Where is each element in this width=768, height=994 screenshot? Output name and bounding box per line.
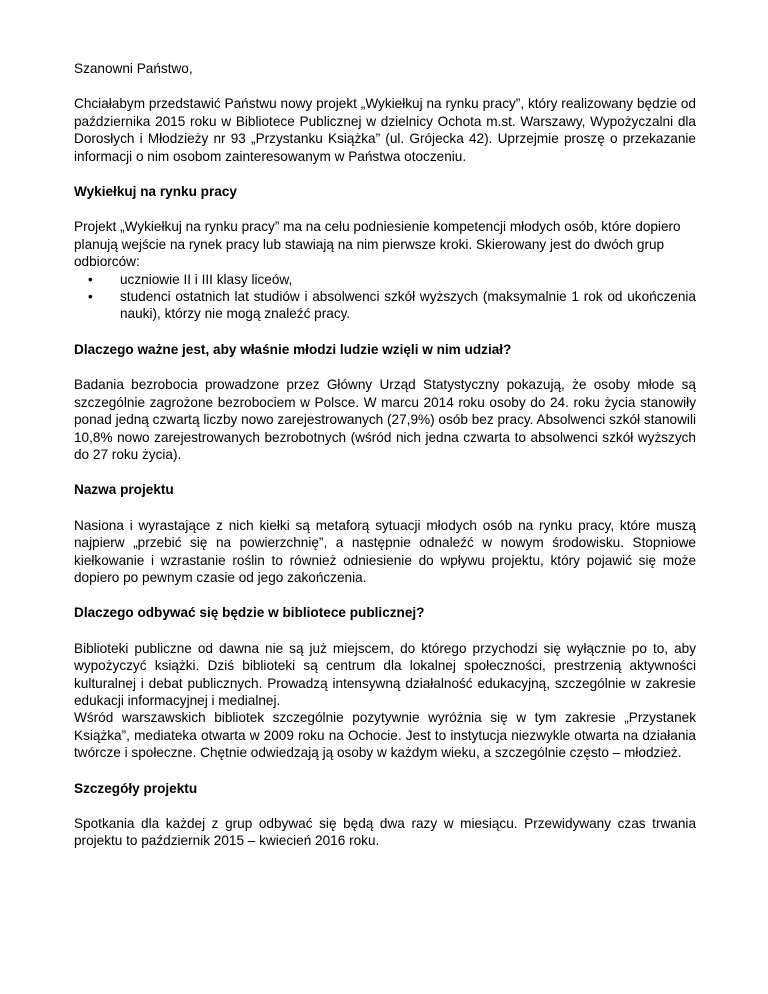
section-heading-project-name: Nazwa projektu — [74, 482, 174, 498]
document-page — [74, 60, 696, 868]
project-description: Projekt „Wykiełkuj na rynku pracy” ma na celu podniesienie kompetencji młodych osób, które dopiero planują wejście na rynek pracy lub stawiają na nim pierwsze kroki. Skierowany jest do dwóch grup odbiorców: — [74, 219, 681, 270]
salutation: Szanowni Państwo, — [74, 61, 193, 76]
why-library-paragraph-2: Wśród warszawskich bibliotek szczególnie pozytywnie wyróżnia się w tym zakresie „Przystanek Książka”, mediateka otwarta w 2009 roku na Ochocie. Jest to instytucja niezwykle otwarta na działania twórcze i społeczne. Chętnie odwiedzają ją osoby w każdym wieku, a szczególnie często – młodzież. — [74, 710, 696, 761]
list-item-text: studenci ostatnich lat studiów i absolwenci szkół wyższych (maksymalnie 1 rok od ukończenia nauki), którzy nie mogą znaleźć pracy. — [120, 289, 696, 322]
bullet-icon: • — [88, 289, 93, 305]
section-heading-why-young: Dlaczego ważne jest, aby właśnie młodzi ludzie wzięli w nim udział? — [74, 341, 512, 357]
list-item-text: uczniowie II i III klasy liceów, — [120, 271, 293, 287]
bullet-icon: • — [88, 271, 93, 287]
section-heading-why-library: Dlaczego odbywać się będzie w bibliotece publicznej? — [74, 605, 425, 621]
why-young-paragraph: Badania bezrobocia prowadzone przez Główny Urząd Statystyczny pokazują, że osoby młode są szczególnie zagrożone bezrobociem w Polsce. W marcu 2014 roku osoby do 24. roku życia stanowiły ponad jedną czwartą liczby nowo zarejestrowanych (27,9%) osób bez pracy. Absolwenci szkół stanowili 10,8% nowo zarejestrowanych bezrobotnych (wśród nich jedna czwarta to absolwenci szkół wyższych do 27 roku życia). — [74, 377, 696, 462]
why-library-paragraph: Biblioteki publiczne od dawna nie są już miejscem, do którego przychodzi się wyłącznie po to, aby wypożyczyć książki. Dziś biblioteki są centrum dla lokalnej społeczności, prestrzenią aktywności kulturalnej i debat publicznych. Prowadzą intensywną działalność edukacyjną, szczególnie w zakresie edukacji informacyjnej i medialnej. — [74, 640, 696, 708]
details-paragraph: Spotkania dla każdej z grup odbywać się będą dwa razy w miesiącu. Przewidywany czas trwania projektu to październik 2015 – kwiecień 2016 roku. — [74, 816, 696, 849]
target-groups-list — [74, 271, 696, 323]
list-item — [74, 271, 696, 288]
intro-paragraph: Chciałabym przedstawić Państwu nowy projekt „Wykiełkuj na rynku pracy”, który realizowany będzie od października 2015 roku w Bibliotece Publicznej w dzielnicy Ochota m.st. Warszawy, Wypożyczalni dla Dorosłych i Młodzieży nr 93 „Przystanku Książka” (ul. Grójecka 42). Uprzejmie proszę o przekazanie informacji o nim osobom zainteresowanym w Państwa otoczeniu. — [74, 96, 696, 164]
section-heading-details: Szczegóły projektu — [74, 780, 198, 796]
list-item — [74, 288, 696, 323]
project-name-paragraph: Nasiona i wyrastające z nich kiełki są metaforą sytuacji młodych osób na rynku pracy, które muszą najpierw „przebić się na powierzchnię”, a następnie odnaleźć w nowym środowisku. Stopniowe kiełkowanie i wzrastanie roślin to również odniesienie do wpływu projektu, który pojawić się może dopiero po pewnym czasie od jego zakończenia. — [74, 517, 696, 585]
section-heading-project: Wykiełkuj na rynku pracy — [74, 184, 237, 200]
